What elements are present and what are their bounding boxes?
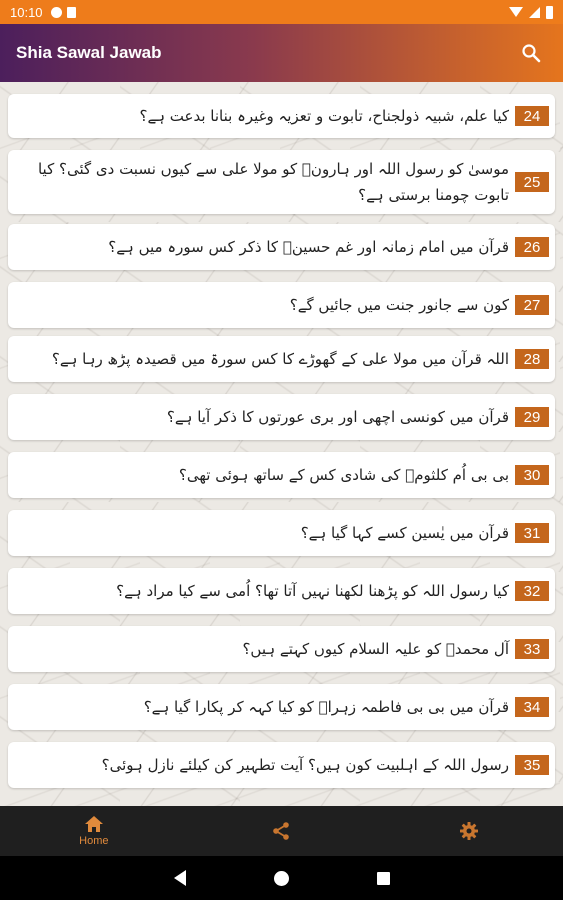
question-text: قرآن میں بی بی فاطمہ زہراؑ کو کیا کہہ کر پکارا گیا ہے؟ (143, 698, 509, 716)
question-text: قرآن میں یٰسین کسے کہا گیا ہے؟ (300, 524, 509, 542)
question-text: کیا رسول اللہ کو پڑھنا لکھنا نہیں آتا تھا؟ اُمی سے کیا مراد ہے؟ (116, 582, 509, 600)
gear-icon (459, 821, 479, 841)
question-text: بی بی اُم کلثومؑ کی شادی کس کے ساتھ ہوئی تھی؟ (178, 466, 509, 484)
home-icon (84, 815, 104, 833)
question-number: 25 (515, 172, 549, 192)
search-icon (521, 43, 541, 63)
notification-icon (51, 7, 62, 18)
list-item[interactable] (8, 568, 555, 614)
list-item[interactable] (8, 224, 555, 270)
question-number: 34 (515, 697, 549, 717)
question-text: آل محمدؑ کو علیہ السلام کیوں کہتے ہیں؟ (242, 640, 509, 658)
question-number: 32 (515, 581, 549, 601)
nav-share[interactable] (221, 806, 341, 856)
question-text: کون سے جانور جنت میں جائیں گے؟ (289, 296, 509, 314)
question-list[interactable] (0, 82, 563, 806)
bottom-nav (0, 806, 563, 856)
share-icon (271, 821, 291, 841)
question-number: 35 (515, 755, 549, 775)
question-number: 29 (515, 407, 549, 427)
nav-settings[interactable] (409, 806, 529, 856)
wifi-icon (509, 7, 523, 17)
question-number: 31 (515, 523, 549, 543)
list-item[interactable] (8, 452, 555, 498)
question-number: 28 (515, 349, 549, 369)
question-number: 33 (515, 639, 549, 659)
list-item[interactable] (8, 684, 555, 730)
search-button[interactable] (515, 37, 547, 69)
list-item[interactable] (8, 282, 555, 328)
question-number: 26 (515, 237, 549, 257)
question-number: 30 (515, 465, 549, 485)
question-number: 24 (515, 106, 549, 126)
question-text: اللہ قرآن میں مولا علی کے گھوڑے کا کس سورۃ میں قصیدہ پڑھ رہا ہے؟ (51, 350, 509, 368)
question-text: موسیٰ کو رسول اللہ اور ہارونؑ کو مولا علی سے کیوں نسبت دی گئی؟ کیا تابوت چومنا برستی ہے؟ (37, 160, 509, 204)
list-item[interactable] (8, 742, 555, 788)
question-text: کیا علم، شبیہ ذولجناح، تابوت و تعزیہ وغیرہ بنانا بدعت ہے؟ (139, 107, 509, 125)
list-item[interactable] (8, 150, 555, 214)
list-item[interactable] (8, 510, 555, 556)
question-text: قرآن میں کونسی اچھی اور بری عورتوں کا ذکر آیا ہے؟ (166, 408, 509, 426)
signal-icon (529, 7, 540, 18)
question-text: قرآن میں امام زمانہ اور غم حسینؑ کا ذکر کس سورہ میں ہے؟ (108, 238, 509, 256)
app-bar (0, 24, 563, 82)
sd-card-icon (67, 7, 76, 18)
app-title: Shia Sawal Jawab (16, 43, 162, 62)
recents-icon[interactable] (377, 872, 390, 885)
nav-home[interactable] (34, 806, 154, 856)
status-time: 10:10 (10, 4, 43, 20)
battery-icon (546, 6, 553, 19)
question-number: 27 (515, 295, 549, 315)
list-item[interactable] (8, 336, 555, 382)
system-nav-bar (0, 856, 563, 900)
list-item[interactable] (8, 94, 555, 138)
status-bar (0, 0, 563, 24)
list-item[interactable] (8, 626, 555, 672)
nav-home-label: Home (79, 835, 109, 847)
list-item[interactable] (8, 394, 555, 440)
home-circle-icon[interactable] (274, 871, 289, 886)
question-text: رسول اللہ کے اہلبیت کون ہیں؟ آیت تطہیر کن کیلئے نازل ہوئی؟ (101, 756, 509, 774)
back-icon[interactable] (174, 870, 186, 886)
